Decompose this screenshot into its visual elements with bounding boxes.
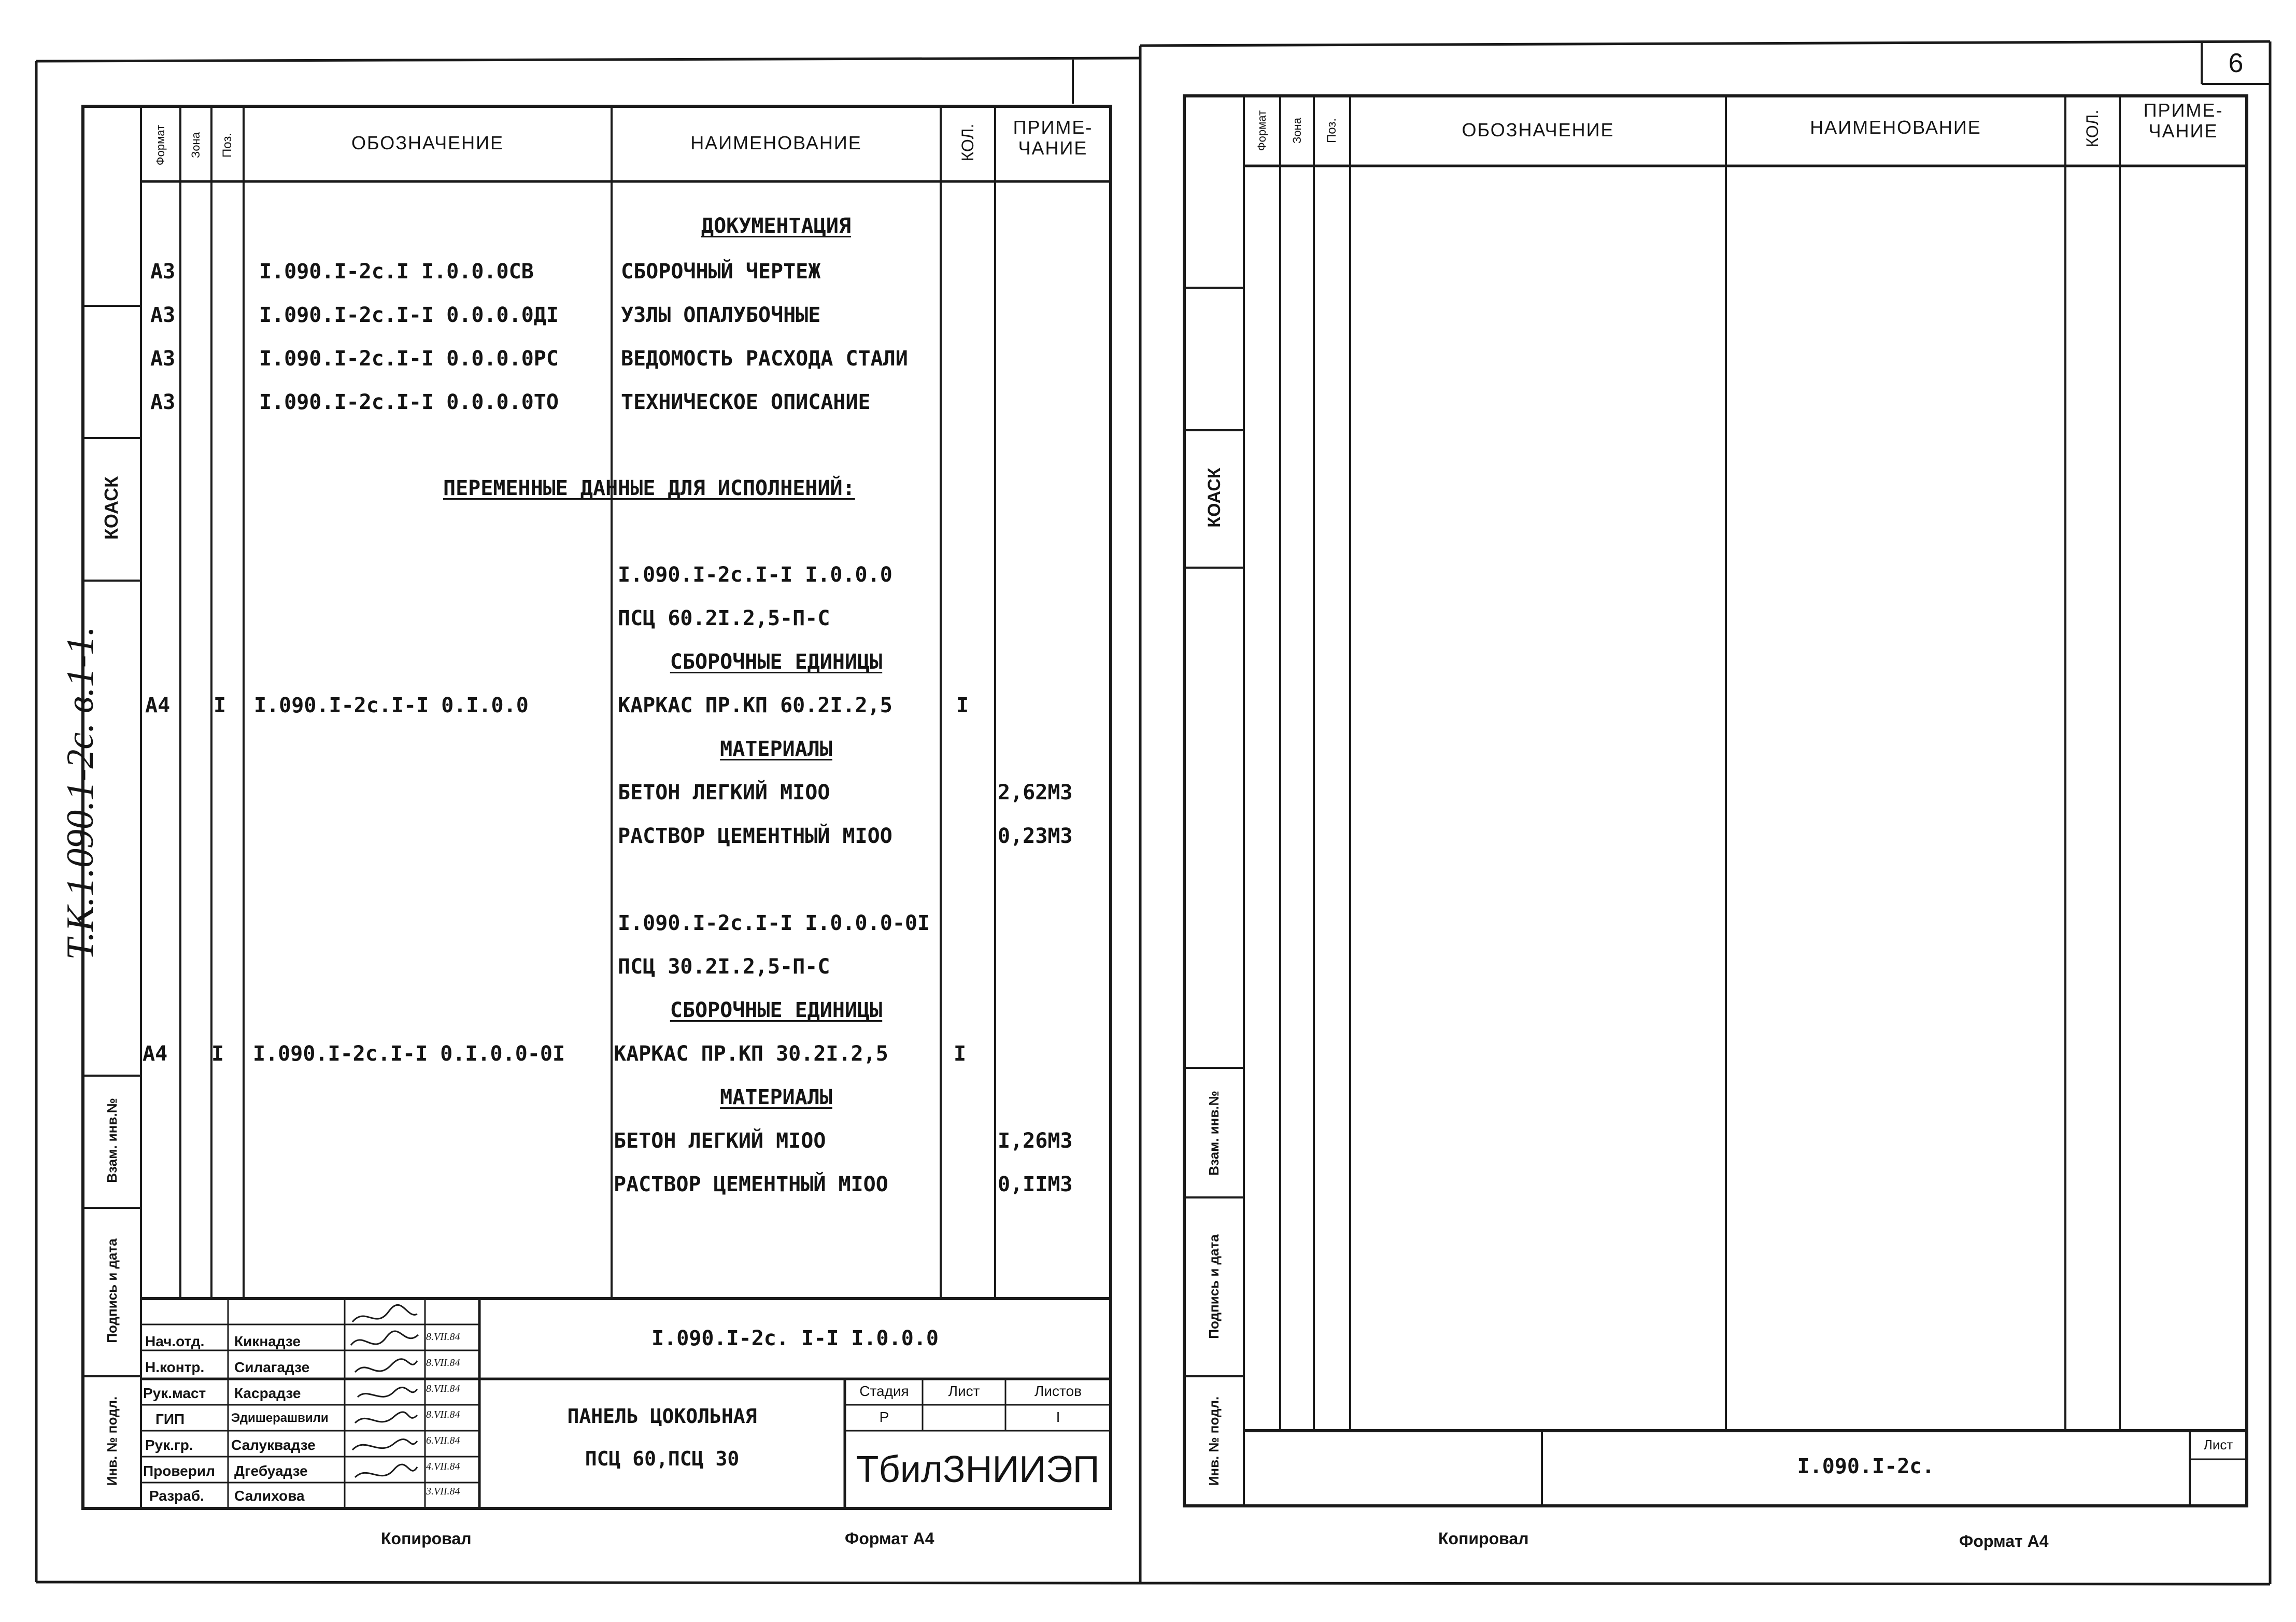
row-name: СБОРОЧНЫЙ ЧЕРТЕЖ [621,260,821,284]
staff-name: Дгебуадзе [234,1463,308,1479]
row-name: БЕТОН ЛЕГКИЙ МIОО [614,1129,826,1153]
staff-date: 3.VII.84 [426,1486,460,1497]
footer-copied: Копировал [381,1529,472,1548]
side-field-inv-orig: Инв. № подл. [1206,1396,1222,1486]
title-line-1: ПАНЕЛЬ ЦОКОЛЬНАЯ [567,1405,757,1428]
row-format: А3 [150,347,176,371]
col-name: НАИМЕНОВАНИЕ [690,132,862,153]
side-field-inv-orig: Инв. № подл. [104,1396,120,1486]
row-note: 0,IIМ3 [998,1173,1073,1196]
col-qty: КОЛ. [2083,109,2102,148]
staff-date: 8.VII.84 [426,1409,460,1420]
row-heading: ПЕРЕМЕННЫЕ ДАННЫЕ ДЛЯ ИСПОЛНЕНИЙ: [443,476,855,500]
side-field-sign-date: Подпись и дата [1206,1234,1222,1339]
row-designation: I.090.I-2с.I-I 0.I.0.0-0I [253,1042,565,1066]
row-format: А3 [150,303,176,327]
sheet-number: 6 [2228,48,2244,78]
row-format: А4 [143,1042,168,1066]
sheet-label: Лист [2203,1437,2233,1452]
row-name: I.090.I-2с.I-I I.0.0.0 [618,563,892,587]
col-format: Формат [154,124,167,166]
row-heading: МАТЕРИАЛЫ [720,1085,832,1109]
organization: ТбилЗНИИЭП [856,1449,1100,1490]
staff-role: Разраб. [149,1488,204,1504]
row-name: РАСТВОР ЦЕМЕНТНЫЙ МIОО [614,1173,888,1196]
row-heading: СБОРОЧНЫЕ ЕДИНИЦЫ [670,650,883,674]
row-note: I,26М3 [998,1129,1073,1153]
row-name: ТЕХНИЧЕСКОЕ ОПИСАНИЕ [621,390,871,414]
col-note-1: ПРИМЕ- [2143,100,2223,121]
row-heading: ДОКУМЕНТАЦИЯ [701,214,851,238]
row-name: УЗЛЫ ОПАЛУБОЧНЫЕ [621,303,821,327]
row-name: КАРКАС ПР.КП 30.2I.2,5 [614,1042,888,1066]
staff-date: 8.VII.84 [426,1331,460,1343]
row-designation: I.090.I-2с.I-I 0.0.0.0ТО [259,390,559,414]
sheets-label: Листов [1034,1383,1082,1399]
stage-label: Стадия [859,1383,909,1399]
row-name: I.090.I-2с.I-I I.0.0.0-0I [618,911,930,935]
sheets-value: I [1056,1409,1060,1425]
staff-date: 4.VII.84 [426,1461,460,1472]
col-designation: ОБОЗНАЧЕНИЕ [1462,119,1614,140]
sheet-label: Лист [948,1383,980,1399]
staff-date: 6.VII.84 [426,1435,460,1446]
col-note-1: ПРИМЕ- [1013,117,1093,138]
footer-format: Формат А4 [1959,1532,2049,1550]
row-note: 0,23М3 [998,824,1073,848]
row-qty: I [954,1042,967,1066]
staff-name: Салихова [234,1488,305,1504]
staff-role: ГИП [155,1411,185,1427]
col-designation: ОБОЗНАЧЕНИЕ [351,132,504,153]
row-name: БЕТОН ЛЕГКИЙ МIОО [618,781,830,805]
row-heading: СБОРОЧНЫЕ ЕДИНИЦЫ [670,998,883,1022]
side-field-vzam: Взам. инв.№ [104,1098,120,1183]
staff-role: Рук.гр. [145,1437,193,1453]
staff-role: Проверил [143,1463,215,1479]
row-designation: I.090.I-2с.I-I 0.0.0.0РС [259,347,559,371]
side-stamp: КОАСК [1204,468,1224,528]
title-doc-code: I.090.I-2с. I-I I.0.0.0 [651,1327,939,1350]
stage-value: Р [879,1409,889,1425]
row-designation: I.090.I-2с.I-I 0.I.0.0 [254,694,529,717]
staff-role: Н.контр. [145,1359,205,1375]
row-format: А4 [145,694,171,717]
col-qty: КОЛ. [958,123,977,162]
side-field-sign-date: Подпись и дата [104,1238,120,1343]
handwritten-code: Т.К.1.090.1-2с. в.1-1. [59,626,102,960]
title-doc-code: I.090.I-2с. [1797,1455,1935,1478]
row-pos: I [214,694,226,717]
staff-date: 8.VII.84 [426,1357,460,1369]
row-name: КАРКАС ПР.КП 60.2I.2,5 [618,694,892,717]
staff-name: Эдишерашвили [231,1411,329,1425]
footer-format: Формат А4 [845,1529,934,1548]
side-field-vzam: Взам. инв.№ [1206,1091,1222,1176]
side-stamp: КОАСК [101,476,122,540]
staff-name: Касрадзе [234,1385,301,1401]
row-format: А3 [150,260,176,284]
staff-name: Салуквадзе [231,1437,316,1453]
col-note-2: ЧАНИЕ [1018,137,1088,159]
row-format: А3 [150,390,176,414]
row-note: 2,62М3 [998,781,1073,805]
col-pos: Поз. [1325,118,1339,143]
row-name: РАСТВОР ЦЕМЕНТНЫЙ МIОО [618,824,892,848]
row-designation: I.090.I-2с.I I.0.0.0СВ [259,260,534,284]
col-zone: Зона [189,132,202,158]
title-line-2: ПСЦ 60,ПСЦ 30 [585,1447,740,1470]
staff-role: Рук.маст [143,1385,206,1401]
signature-scribbles [345,1299,425,1508]
staff-name: Силагадзе [234,1359,310,1375]
staff-role: Нач.отд. [145,1333,205,1349]
staff-date: 8.VII.84 [426,1383,460,1394]
row-heading: МАТЕРИАЛЫ [720,737,832,761]
row-qty: I [956,694,969,717]
staff-name: Кикнадзе [234,1333,301,1349]
row-pos: I [211,1042,224,1066]
col-zone: Зона [1291,118,1303,144]
col-pos: Поз. [220,133,234,158]
row-name: ПСЦ 30.2I.2,5-П-С [618,955,830,979]
col-note-2: ЧАНИЕ [2148,120,2218,142]
row-name: ВЕДОМОСТЬ РАСХОДА СТАЛИ [621,347,908,371]
row-designation: I.090.I-2с.I-I 0.0.0.0ДI [259,303,559,327]
row-name: ПСЦ 60.2I.2,5-П-С [618,607,830,630]
col-name: НАИМЕНОВАНИЕ [1810,117,1981,138]
col-format: Формат [1255,110,1268,151]
footer-copied: Копировал [1438,1529,1529,1548]
